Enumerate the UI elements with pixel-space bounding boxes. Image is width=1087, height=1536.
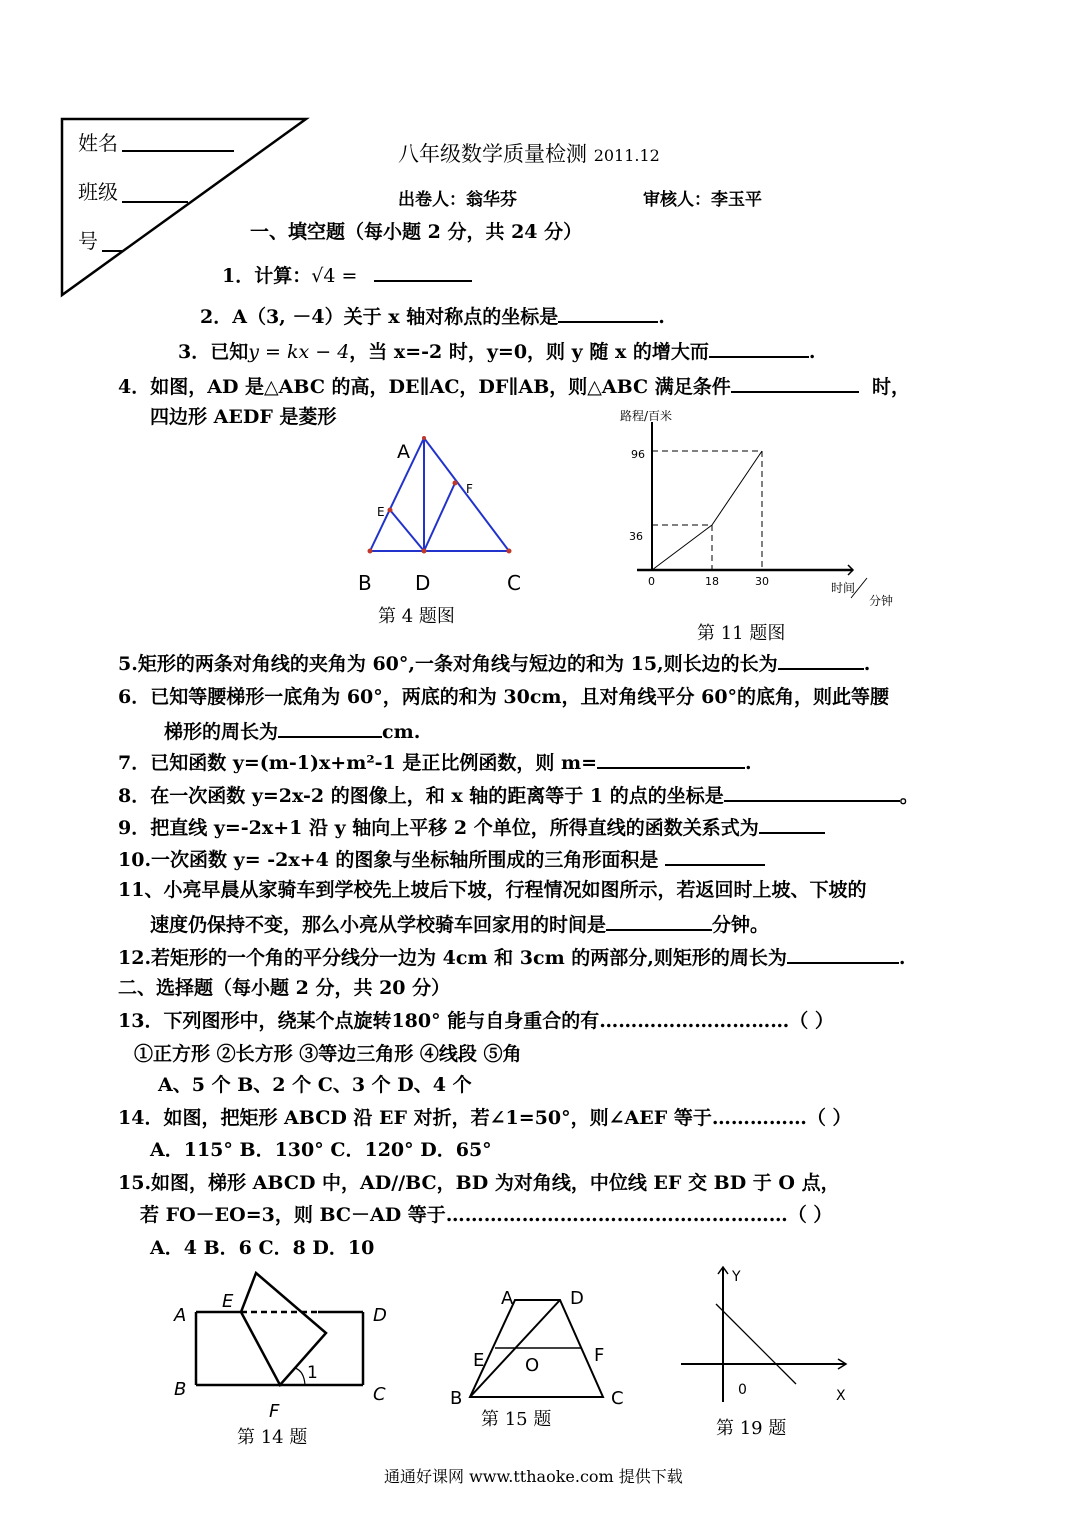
fig4-label-b: B	[358, 571, 372, 595]
fig15-label-b: B	[450, 1388, 463, 1409]
fig14-label-d: D	[373, 1305, 387, 1326]
q1-expression: √4 =	[311, 265, 358, 287]
fig11-y36: 36	[629, 530, 643, 543]
q3-answer-blank[interactable]	[709, 338, 809, 358]
question-6-line1: 6．已知等腰梯形一底角为 60°，两底的和为 30cm，且对角线平分 60°的底角，则此等腰	[118, 686, 890, 708]
figure-19-axes	[676, 1262, 856, 1412]
section-fill-title: 一、填空题（每小题 2 分，共 24 分）	[250, 221, 583, 243]
q2-answer-blank[interactable]	[558, 303, 658, 323]
fig4-label-a: A	[397, 441, 410, 463]
q4-answer-blank[interactable]	[731, 373, 859, 393]
q5-answer-blank[interactable]	[778, 650, 864, 670]
fig15-label-c: C	[611, 1388, 624, 1409]
question-12: 12.若矩形的一个角的平分线分一边为 4cm 和 3cm 的两部分,则矩形的周长为 .	[118, 944, 906, 970]
question-3: 3．已知y = kx − 4，当 x=-2 时，y=0，则 y 随 x 的增大而 .	[178, 338, 816, 364]
info-name-blank[interactable]	[122, 150, 234, 152]
fig11-x0: 0	[648, 575, 655, 588]
q3-expression: y = kx − 4	[248, 341, 350, 363]
fig11-x18: 18	[705, 575, 719, 588]
question-4-line1: 4．如图，AD 是△ABC 的高，DE∥AC，DF∥AB，则△ABC 满足条件 时，	[118, 373, 910, 399]
fig14-label-c: C	[373, 1384, 386, 1405]
figure-14-rectangle	[168, 1265, 408, 1425]
q6-answer-blank[interactable]	[278, 718, 382, 738]
question-14-options: A．115° B．130° C．120° D．65°	[150, 1139, 492, 1161]
question-13-items: ①正方形 ②长方形 ③等边三角形 ④线段 ⑤角	[134, 1043, 522, 1065]
q11-answer-blank[interactable]	[606, 911, 712, 931]
q7-answer-blank[interactable]	[597, 749, 745, 769]
figure-15-trapezoid	[440, 1282, 640, 1412]
exam-date: 2011.12	[593, 146, 660, 165]
question-15-line1: 15.如图，梯形 ABCD 中，AD//BC，BD 为对角线，中位线 EF 交 BD 于 O 点，	[118, 1172, 840, 1194]
exam-author: 出卷人：翁华芬	[398, 190, 517, 210]
fig4-label-e: E	[377, 505, 385, 519]
figure-19-caption: 第 19 题	[716, 1418, 787, 1439]
fig19-label-x: X	[836, 1388, 846, 1404]
q1-answer-blank[interactable]	[374, 262, 472, 282]
fig15-label-o: O	[525, 1355, 540, 1376]
fig11-x30: 30	[755, 575, 769, 588]
fig14-angle-1: 1	[307, 1363, 318, 1383]
question-6-line2: 梯形的周长为 cm.	[164, 718, 420, 744]
fig11-xlabel: 时间	[831, 581, 856, 595]
question-1: 1．计算：√4 =	[222, 262, 472, 288]
question-11-line1: 11、小亮早晨从家骑车到学校先上坡后下坡，行程情况如图所示，若返回时上坡、下坡的	[118, 879, 867, 901]
question-13: 13．下列图形中，绕某个点旋转180° 能与自身重合的有…………………………（ ）	[118, 1010, 834, 1032]
q8-answer-blank[interactable]	[724, 782, 900, 802]
fig15-label-a: A	[501, 1288, 514, 1309]
question-15-line2: 若 FO－EO=3，则 BC－AD 等于………………………………………………（ ）	[140, 1204, 833, 1226]
fig14-label-a: A	[174, 1305, 187, 1326]
fig15-label-f: F	[594, 1345, 605, 1366]
question-2: 2．A（3, －4）关于 x 轴对称点的坐标是 .	[200, 303, 665, 329]
q12-answer-blank[interactable]	[787, 944, 899, 964]
footer-note: 通通好课网 www.tthaoke.com 提供下载	[384, 1467, 683, 1486]
fig14-label-b: B	[174, 1379, 187, 1400]
figure-4-triangle	[355, 428, 545, 603]
question-10: 10.一次函数 y= -2x+4 的图象与坐标轴所围成的三角形面积是	[118, 846, 765, 872]
question-15-options: A．4 B．6 C．8 D．10	[150, 1237, 375, 1259]
question-4-line2: 四边形 AEDF 是菱形	[150, 406, 337, 428]
question-5: 5.矩形的两条对角线的夹角为 60°,一条对角线与短边的和为 15,则长边的长为 .	[118, 650, 870, 676]
fig4-label-f: F	[466, 482, 473, 496]
info-class-blank[interactable]	[122, 201, 188, 203]
info-class-label: 班级	[78, 180, 118, 204]
figure-14-caption: 第 14 题	[237, 1427, 308, 1448]
fig11-ylabel: 路程/百米	[620, 409, 673, 423]
fig11-y96: 96	[631, 448, 645, 461]
question-13-options: A、5 个 B、2 个 C、3 个 D、4 个	[158, 1074, 472, 1096]
exam-reviewer: 审核人：李玉平	[643, 190, 762, 210]
fig14-label-e: E	[222, 1291, 234, 1312]
q10-answer-blank[interactable]	[665, 846, 765, 866]
fig19-label-o: 0	[738, 1382, 747, 1398]
fig14-label-f: F	[269, 1401, 280, 1422]
page-title: 八年级数学质量检测 2011.12	[398, 142, 660, 166]
question-9: 9．把直线 y=-2x+1 沿 y 轴向上平移 2 个单位，所得直线的函数关系式为	[118, 814, 825, 840]
fig19-label-y: Y	[732, 1269, 741, 1285]
info-number-label: 号	[78, 229, 98, 253]
info-name-label: 姓名	[78, 131, 118, 155]
section-choice-title: 二、选择题（每小题 2 分，共 20 分）	[118, 977, 451, 999]
question-8: 8．在一次函数 y=2x-2 的图像上，和 x 轴的距离等于 1 的点的坐标是 。	[118, 782, 919, 808]
figure-4-caption: 第 4 题图	[378, 606, 455, 627]
info-number-blank[interactable]	[102, 250, 122, 252]
question-14: 14．如图，把矩形 ABCD 沿 EF 对折，若∠1=50°，则∠AEF 等于……………（ ）	[118, 1107, 852, 1129]
question-11-line2: 速度仍保持不变，那么小亮从学校骑车回家用的时间是 分钟。	[150, 911, 769, 937]
fig4-label-d: D	[415, 571, 431, 595]
fig11-xunit: 分钟	[869, 594, 894, 608]
question-7: 7．已知函数 y=(m-1)x+m²-1 是正比例函数，则 m= .	[118, 749, 752, 775]
fig4-label-c: C	[507, 571, 521, 595]
figure-15-caption: 第 15 题	[481, 1409, 552, 1430]
q9-answer-blank[interactable]	[759, 814, 825, 834]
fig15-label-d: D	[570, 1288, 584, 1309]
fig15-label-e: E	[473, 1350, 485, 1371]
figure-11-caption: 第 11 题图	[697, 623, 786, 644]
figure-11-graph	[615, 402, 915, 617]
